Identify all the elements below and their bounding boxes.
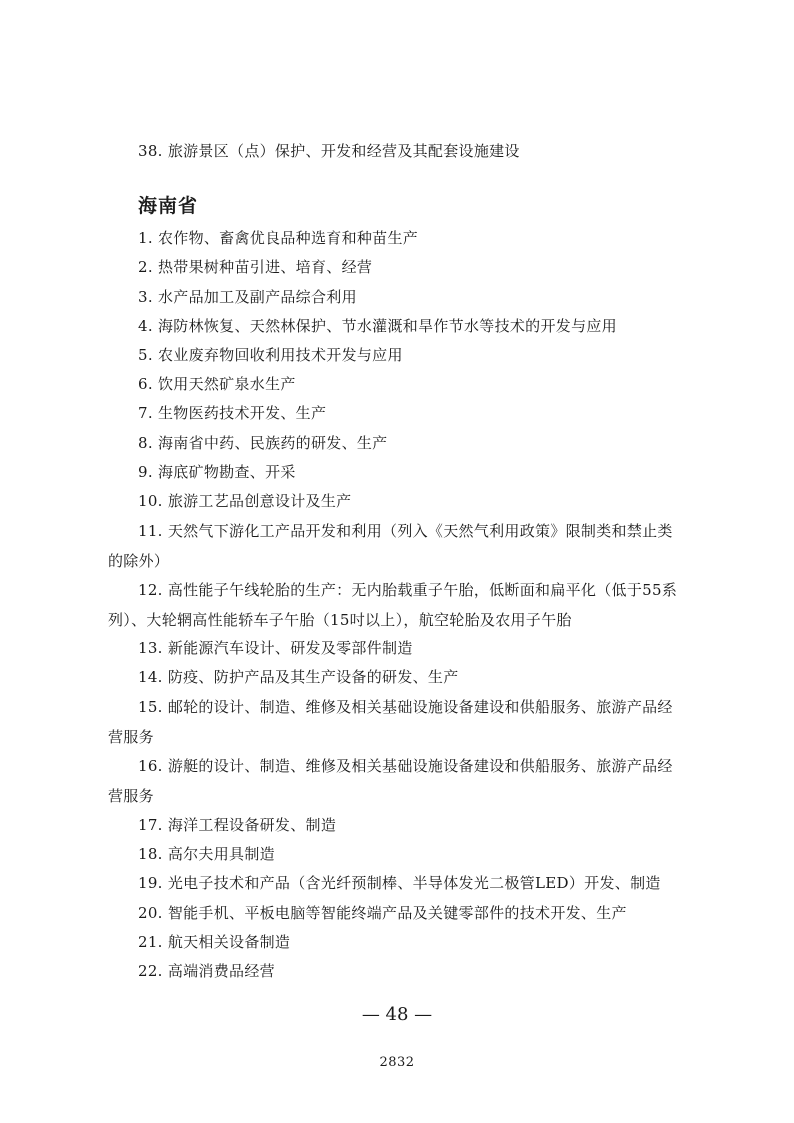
list-item-22: 22. 高端消费品经营 xyxy=(138,962,275,980)
list-item-14: 14. 防疫、防护产品及其生产设备的研发、生产 xyxy=(138,668,459,686)
list-item-7: 7. 生物医药技术开发、生产 xyxy=(138,404,327,422)
footer-page-code: 2832 xyxy=(379,1055,415,1070)
list-item-38: 38. 旅游景区（点）保护、开发和经营及其配套设施建设 xyxy=(138,142,520,160)
list-item-1: 1. 农作物、畜禽优良品种选育和种苗生产 xyxy=(138,229,419,247)
list-item-9: 9. 海底矿物勘查、开采 xyxy=(138,463,296,481)
list-item-4: 4. 海防林恢复、天然林保护、节水灌溉和旱作节水等技术的开发与应用 xyxy=(138,317,617,335)
list-item-13: 13. 新能源汽车设计、研发及零部件制造 xyxy=(138,639,413,657)
list-item-17: 17. 海洋工程设备研发、制造 xyxy=(138,816,337,834)
list-item-21: 21. 航天相关设备制造 xyxy=(138,933,291,951)
list-item-10: 10. 旅游工艺品创意设计及生产 xyxy=(138,492,352,510)
list-item-3: 3. 水产品加工及副产品综合利用 xyxy=(138,288,357,306)
list-item-18: 18. 高尔夫用具制造 xyxy=(138,845,275,863)
list-item-6: 6. 饮用天然矿泉水生产 xyxy=(138,375,296,393)
list-item-15: 15. 邮轮的设计、制造、维修及相关基础设施设备建设和供船服务、旅游产品经营服务 xyxy=(108,698,673,746)
list-item-19: 19. 光电子技术和产品（含光纤预制棒、半导体发光二极管LED）开发、制造 xyxy=(138,874,661,892)
list-item-16: 16. 游艇的设计、制造、维修及相关基础设施设备建设和供船服务、旅游产品经营服务 xyxy=(108,757,673,805)
list-item-12: 12. 高性能子午线轮胎的生产：无内胎载重子午胎，低断面和扁平化（低于55系列）、大轮辋高性能轿车子午胎（15吋以上），航空轮胎及农用子午胎 xyxy=(108,581,678,629)
list-item-8: 8. 海南省中药、民族药的研发、生产 xyxy=(138,434,388,452)
section-title-hainan: 海南省 xyxy=(138,195,199,217)
page-number: — 48 — xyxy=(361,1004,433,1025)
list-item-2: 2. 热带果树种苗引进、培育、经营 xyxy=(138,258,373,276)
list-item-20: 20. 智能手机、平板电脑等智能终端产品及关键零部件的技术开发、生产 xyxy=(138,904,627,922)
list-item-5: 5. 农业废弃物回收利用技术开发与应用 xyxy=(138,346,403,364)
list-item-11: 11. 天然气下游化工产品开发和利用（列入《天然气利用政策》限制类和禁止类的除外） xyxy=(108,522,673,570)
